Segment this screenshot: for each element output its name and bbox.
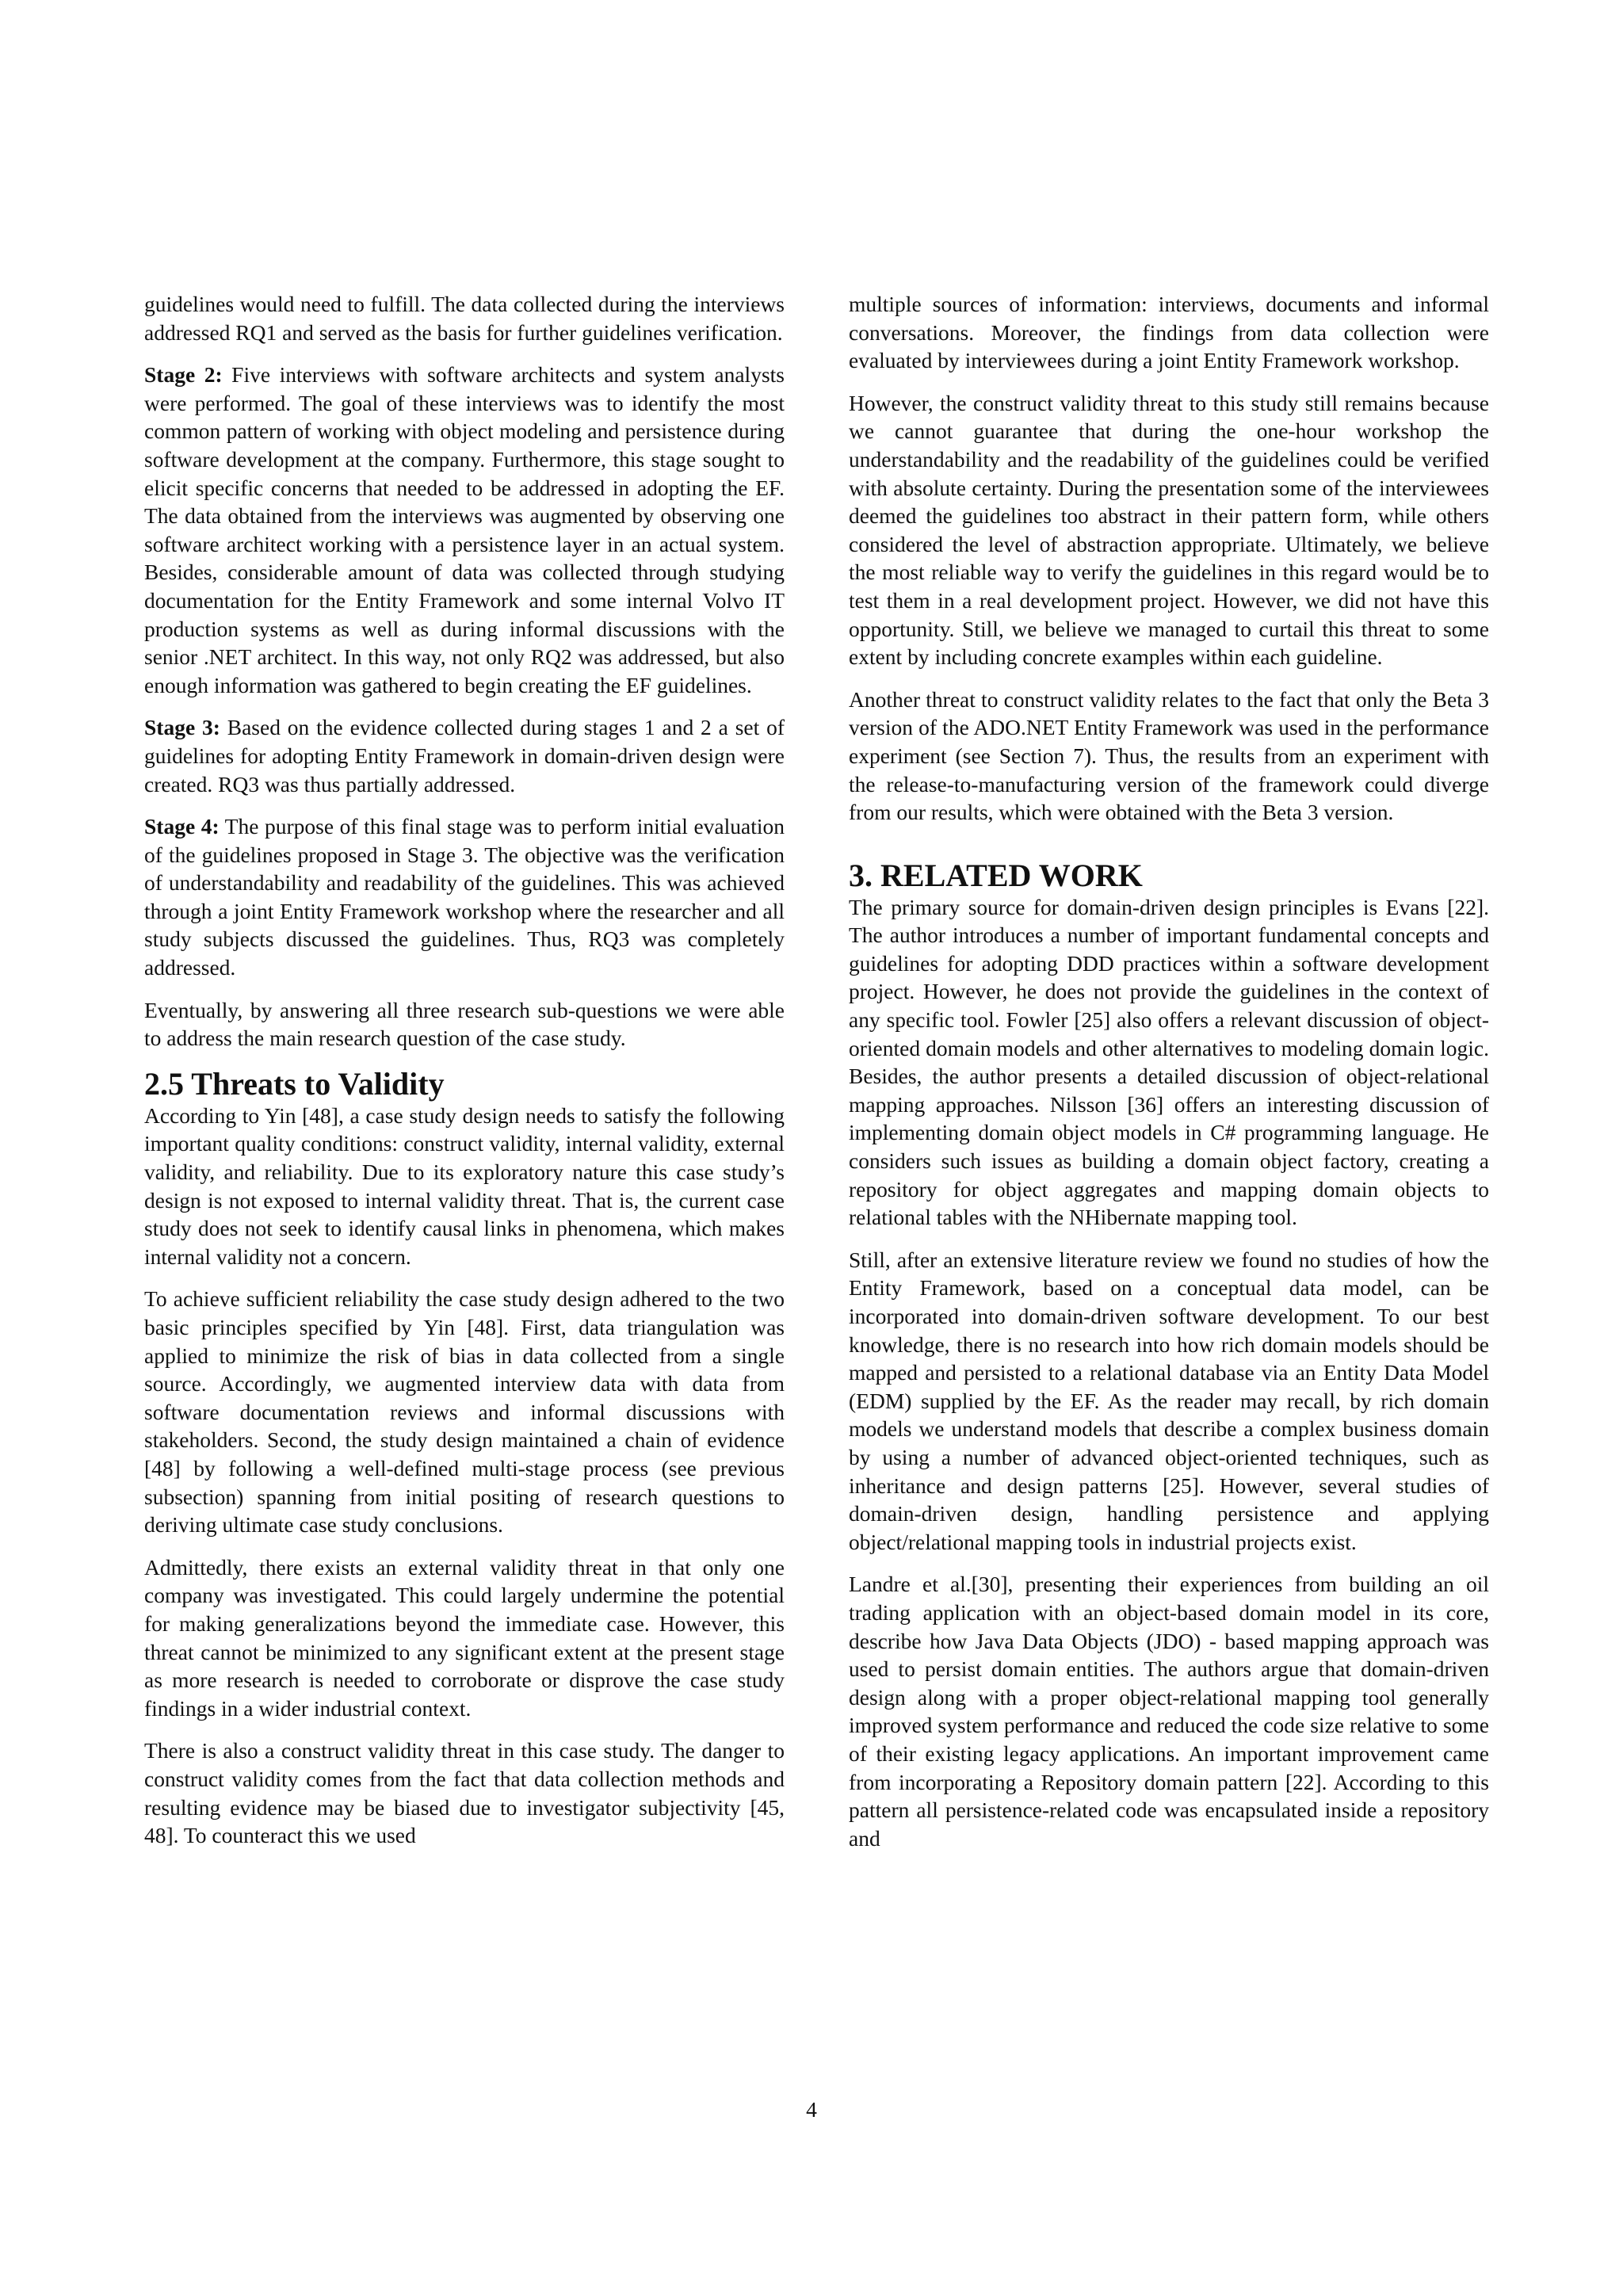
paragraph-construct-validity: There is also a construct validity threat in this case study. The danger to construct validity comes from the fact that data collection methods and resulting evidence may be biased due to investigator subjectivity [45, 48]. To counteract this we used bbox=[144, 1738, 785, 1848]
paragraph-landre: Landre et al.[30], presenting their experiences from building an oil trading application with an object-based domain model in its core, describe how Java Data Objects (JDO) - based mapping approach was used to persist domain entities. The authors argue that domain-driven design along with a proper object-relational mapping tool generally improved system performance and reduced the code size relative to some of their existing legacy applications. An important improvement came from incorporating a Repository domain pattern [22]. According to this pattern all persistence-related code was encapsulated inside a repository and bbox=[849, 1572, 1489, 1851]
stage-3-text: Based on the evidence collected during stages 1 and 2 a set of guidelines for adopting Entity Framework in domain-driven design were created. RQ3 was thus partially addressed. bbox=[144, 715, 785, 797]
paragraph-eventually: Eventually, by answering all three research sub-questions we were able to address the main research question of the case study. bbox=[144, 997, 785, 1051]
paragraph-multiple-sources: multiple sources of information: interviews, documents and informal conversations. Moreover, the findings from data collection were evaluated by interviewees during a joint Entity Framework workshop. bbox=[849, 292, 1489, 373]
stage-2-label: Stage 2: bbox=[144, 362, 223, 388]
paragraph-external-validity: Admittedly, there exists an external validity threat in that only one company was investigated. This could largely undermine the potential for making generalizations beyond the immediate case. However, this threat cannot be minimized to any significant extent at the present stage as more research is needed to corroborate or disprove the case study findings in a wider industrial context. bbox=[144, 1554, 785, 1721]
paragraph-construct-threat-remains: However, the construct validity threat to this study still remains because we cannot guarantee that during the one-hour workshop the understandability and the readability of the guidelines could be verified with absolute certainty. During the presentation some of the interviewees deemed the guidelines too abstract in their pattern form, while others considered the level of abstraction appropriate. Ultimately, we believe the most reliable way to verify the guidelines in this regard would be to test them in a real development project. However, we did not have this opportunity. Still, we believe we managed to curtail this threat to some extent by including concrete examples within each guideline. bbox=[849, 390, 1489, 670]
section-heading-related-work: 3. RELATED WORK bbox=[849, 857, 1143, 893]
stage-3-label: Stage 3: bbox=[144, 715, 220, 740]
stage-4-text: The purpose of this final stage was to perform initial evaluation of the guidelines proposed in Stage 3. The objective was the verification of understandability and readability of the guidelines. This was achieved through a joint Entity Framework workshop where the researcher and all study subjects discussed the guidelines. Thus, RQ3 was completely addressed. bbox=[144, 814, 785, 980]
paragraph-stage-4 bbox=[144, 812, 785, 982]
paragraph-yin-quality-conditions: According to Yin [48], a case study design needs to satisfy the following important quality conditions: construct validity, internal validity, external validity, and reliability. Due to its exploratory nature this case study’s design is not exposed to internal validity threat. That is, the current case study does not seek to identify causal links in phenomena, which makes internal validity not a concern. bbox=[144, 1102, 785, 1269]
paragraph-evans-ddd: The primary source for domain-driven design principles is Evans [22]. The author introduces a number of important fundamental concepts and guidelines for adopting DDD practices within a software development project. However, he does not provide the guidelines in the context of any specific tool. Fowler [25] also offers a relevant discussion of object-oriented domain models and other alternatives to modeling domain logic. Besides, the author presents a detailed discussion of object-relational mapping approaches. Nilsson [36] offers an interesting discussion of implementing domain object models in C# programming language. He considers such issues as building a domain object factory, creating a repository for object aggregates and mapping domain objects to relational tables with the NHibernate mapping tool. bbox=[849, 894, 1489, 1230]
left-column bbox=[144, 290, 785, 1864]
paragraph-beta-3-threat: Another threat to construct validity relates to the fact that only the Beta 3 version of the ADO.NET Entity Framework was used in the performance experiment (see Section 7). Thus, the results from an experiment with the release-to-manufacturing version of the framework could diverge from our results, which were obtained with the Beta 3 version. bbox=[849, 686, 1489, 825]
paragraph-reliability: To achieve sufficient reliability the case study design adhered to the two basic principles specified by Yin [48]. First, data triangulation was applied to minimize the risk of bias in data collected from a single source. Accordingly, we augmented interview data with data from software documentation reviews and informal discussions with stakeholders. Second, the study design maintained a chain of evidence [48] by following a well-defined multi-stage process (see previous subsection) spanning from initial positing of research questions to deriving ultimate case study conclusions. bbox=[144, 1286, 785, 1538]
paragraph-stage-3 bbox=[144, 713, 785, 798]
right-column bbox=[849, 290, 1489, 1866]
paragraph-stage-2 bbox=[144, 361, 785, 699]
paragraph-guidelines-continued: guidelines would need to fulfill. The data collected during the interviews addressed RQ1 and served as the basis for further guidelines verification. bbox=[144, 292, 785, 345]
page-number: 4 bbox=[806, 2097, 817, 2122]
section-heading-threats-to-validity: 2.5 Threats to Validity bbox=[144, 1065, 445, 1102]
paragraph-literature-review: Still, after an extensive literature review we found no studies of how the Entity Framework, based on a conceptual data model, can be incorporated into domain-driven software development. To our best knowledge, there is no research into how rich domain models should be mapped and persisted to a relational database via an Entity Data Model (EDM) supplied by the EF. As the reader may recall, by rich domain models we understand models that describe a complex business domain by using a number of advanced object-oriented techniques, such as inheritance and design patterns [25]. However, several studies of domain-driven design, handling persistence and applying object/relational mapping tools in industrial projects exist. bbox=[849, 1247, 1489, 1554]
stage-2-text: Five interviews with software architects and system analysts were performed. The goal of these interviews was to identify the most common pattern of working with object modeling and persistence during software development at the company. Furthermore, this stage sought to elicit specific concerns that needed to be addressed in adopting the EF. The data obtained from the interviews was augmented by observing one software architect working with a persistence layer in an actual system. Besides, considerable amount of data was collected through studying documentation for the Entity Framework and some internal Volvo IT production systems as well as during informal discussions with the senior .NET architect. In this way, not only RQ2 was addressed, but also enough information was gathered to begin creating the EF guidelines. bbox=[144, 362, 785, 697]
stage-4-label: Stage 4: bbox=[144, 814, 220, 839]
